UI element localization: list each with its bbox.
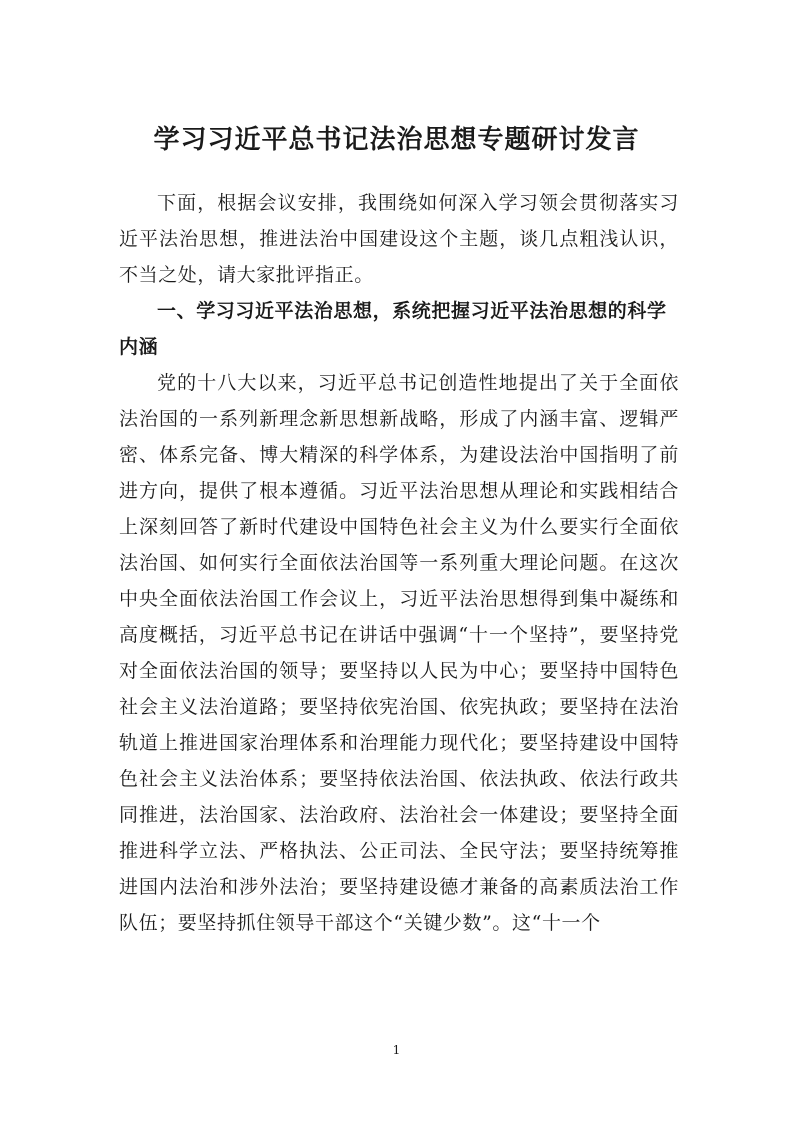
page-number: 1 [392,1043,401,1057]
document-body [119,185,679,941]
intro-paragraph: 下面，根据会议安排，我围绕如何深入学习领会贯彻落实习近平法治思想，推进法治中国建设这个主题，谈几点粗浅认识，不当之处，请大家批评指正。 [119,192,679,286]
document-title: 学习习近平总书记法治思想专题研讨发言 [153,125,640,155]
section-heading-1: 一、学习习近平法治思想，系统把握习近平法治思想的科学内涵 [119,300,667,358]
section-paragraph-1: 党的十八大以来，习近平总书记创造性地提出了关于全面依法治国的一系列新理念新思想新战略，形成了内涵丰富、逻辑严密、体系完备、博大精深的科学体系，为建设法治中国指明了前进方向，提供了根本遵循。习近平法治思想从理论和实践相结合上深刻回答了新时代建设中国特色社会主义为什么要实行全面依法治国、如何实行全面依法治国等一系列重大理论问题。在这次中央全面依法治国工作会议上，习近平法治思想得到集中凝练和高度概括，习近平总书记在讲话中强调“十一个坚持”，要坚持党对全面依法治国的领导；要坚持以人民为中心；要坚持中国特色社会主义法治道路；要坚持依宪治国、依宪执政；要坚持在法治轨道上推进国家治理体系和治理能力现代化；要坚持建设中国特色社会主义法治体系；要坚持依法治国、依法执政、依法行政共同推进，法治国家、法治政府、法治社会一体建设；要坚持全面推进科学立法、严格执法、公正司法、全民守法；要坚持统筹推进国内法治和涉外法治；要坚持建设德才兼备的高素质法治工作队伍；要坚持抓住领导干部这个“关键少数”。这“十一个 [119,372,679,934]
